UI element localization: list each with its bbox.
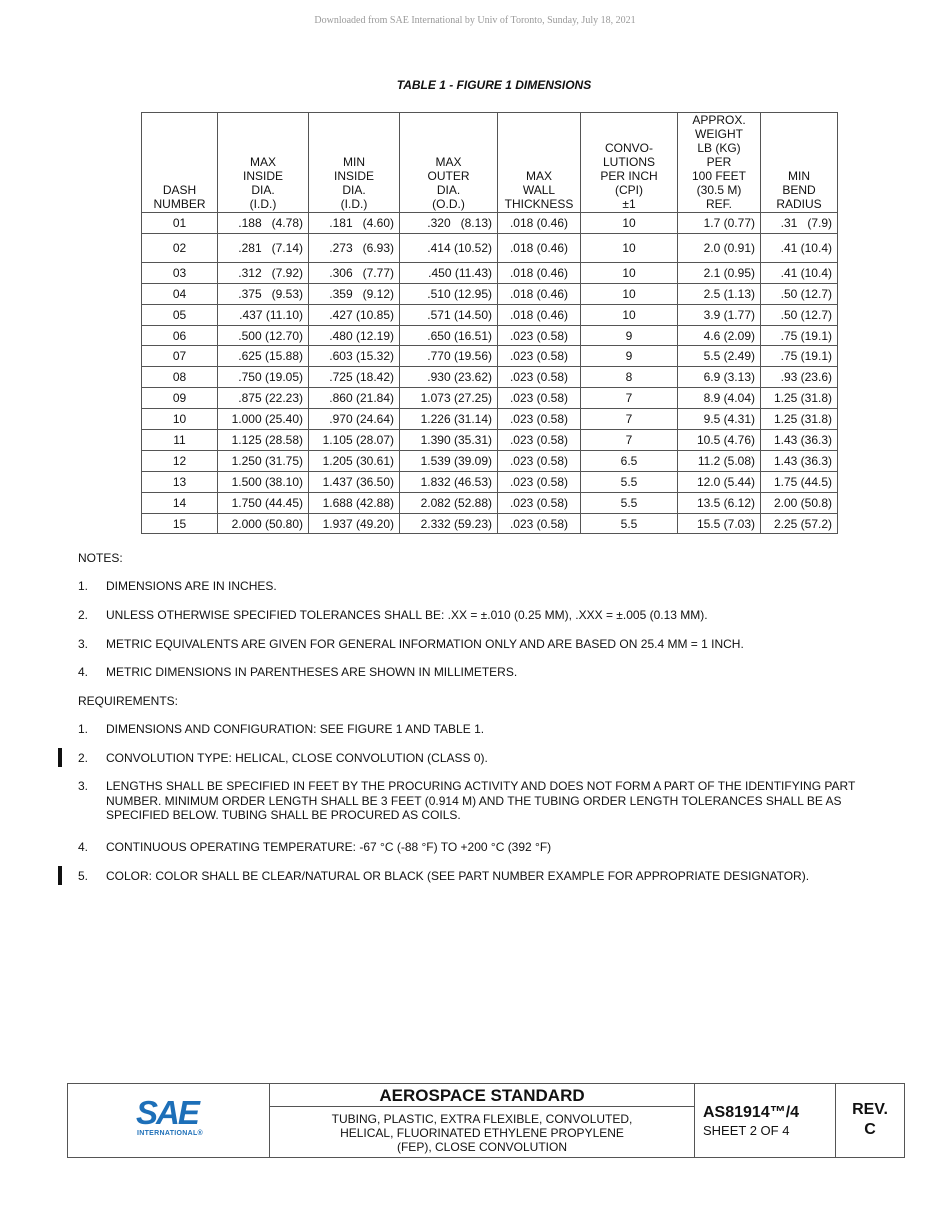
cell-max-wall-thickness: .023 (0.58) xyxy=(498,513,581,534)
cell-min-bend-radius: 1.25 (31.8) xyxy=(761,388,838,409)
cell-max-inside-dia: 1.125 (28.58) xyxy=(218,430,309,451)
cell-cpi: 10 xyxy=(581,283,678,304)
cell-cpi: 5.5 xyxy=(581,471,678,492)
cell-max-wall-thickness: .023 (0.58) xyxy=(498,492,581,513)
cell-dash-number: 07 xyxy=(142,346,218,367)
cell-dash-number: 09 xyxy=(142,388,218,409)
cell-dash-number: 05 xyxy=(142,304,218,325)
cell-approx-weight: 8.9 (4.04) xyxy=(678,388,761,409)
cell-approx-weight: 3.9 (1.77) xyxy=(678,304,761,325)
revision-change-bar xyxy=(58,748,62,767)
cell-dash-number: 08 xyxy=(142,367,218,388)
cell-max-wall-thickness: .018 (0.46) xyxy=(498,304,581,325)
cell-min-bend-radius: .50 (12.7) xyxy=(761,283,838,304)
cell-cpi: 7 xyxy=(581,430,678,451)
cell-min-bend-radius: 2.00 (50.8) xyxy=(761,492,838,513)
cell-approx-weight: 2.5 (1.13) xyxy=(678,283,761,304)
cell-dash-number: 02 xyxy=(142,233,218,262)
cell-min-bend-radius: .41 (10.4) xyxy=(761,233,838,262)
cell-dash-number: 13 xyxy=(142,471,218,492)
sae-logo-subtext: INTERNATIONAL® xyxy=(137,1130,204,1137)
cell-min-inside-dia: .427 (10.85) xyxy=(309,304,400,325)
cell-cpi: 10 xyxy=(581,213,678,234)
cell-max-outer-dia: .571 (14.50) xyxy=(400,304,498,325)
table-row xyxy=(142,233,838,262)
cell-max-outer-dia: 1.832 (46.53) xyxy=(400,471,498,492)
cell-min-bend-radius: .31 (7.9) xyxy=(761,213,838,234)
cell-min-bend-radius: 1.43 (36.3) xyxy=(761,450,838,471)
cell-max-inside-dia: .312 (7.92) xyxy=(218,262,309,283)
cell-min-inside-dia: .860 (21.84) xyxy=(309,388,400,409)
sheet-number: SHEET 2 OF 4 xyxy=(703,1123,790,1138)
cell-max-inside-dia: .281 (7.14) xyxy=(218,233,309,262)
cell-max-inside-dia: .375 (9.53) xyxy=(218,283,309,304)
requirement-text: COLOR: COLOR SHALL BE CLEAR/NATURAL OR BLACK (SEE PART NUMBER EXAMPLE FOR APPROPRIATE DESIGNATOR). xyxy=(106,869,810,883)
cell-max-wall-thickness: .023 (0.58) xyxy=(498,367,581,388)
cell-max-inside-dia: .500 (12.70) xyxy=(218,325,309,346)
cell-min-inside-dia: .181 (4.60) xyxy=(309,213,400,234)
requirement-number: 4. xyxy=(78,840,89,854)
cell-max-outer-dia: 2.082 (52.88) xyxy=(400,492,498,513)
table-row xyxy=(142,492,838,513)
cell-cpi: 7 xyxy=(581,388,678,409)
note-number: 3. xyxy=(78,637,89,651)
cell-max-wall-thickness: .023 (0.58) xyxy=(498,450,581,471)
header-dash-number: DASH NUMBER xyxy=(142,113,218,213)
table-row xyxy=(142,325,838,346)
table-row xyxy=(142,430,838,451)
cell-max-wall-thickness: .023 (0.58) xyxy=(498,471,581,492)
cell-max-outer-dia: .770 (19.56) xyxy=(400,346,498,367)
header-max-outer-dia: MAX OUTER DIA. (O.D.) xyxy=(400,113,498,213)
cell-cpi: 8 xyxy=(581,367,678,388)
cell-max-inside-dia: .875 (22.23) xyxy=(218,388,309,409)
cell-dash-number: 03 xyxy=(142,262,218,283)
cell-dash-number: 06 xyxy=(142,325,218,346)
cell-max-inside-dia: .625 (15.88) xyxy=(218,346,309,367)
cell-min-inside-dia: .359 (9.12) xyxy=(309,283,400,304)
table-row xyxy=(142,367,838,388)
cell-max-wall-thickness: .023 (0.58) xyxy=(498,325,581,346)
note-number: 4. xyxy=(78,665,89,679)
note-text: DIMENSIONS ARE IN INCHES. xyxy=(106,579,277,593)
cell-approx-weight: 12.0 (5.44) xyxy=(678,471,761,492)
cell-max-outer-dia: .930 (23.62) xyxy=(400,367,498,388)
revision-label: REV. C xyxy=(852,1101,888,1138)
cell-cpi: 10 xyxy=(581,304,678,325)
standard-heading: AEROSPACE STANDARD xyxy=(270,1084,694,1107)
requirement-text: LENGTHS SHALL BE SPECIFIED IN FEET BY THE PROCURING ACTIVITY AND DOES NOT FORM A PART OF THE IDENTIFYING PART NUMBER. MINIMUM ORDER LENGTH SHALL BE 3 FEET (0.914 M) AND THE TUBING ORDER LENGTH TOLERANCES SHALL BE AS SPECIFIED BELOW. TUBING SHALL BE PROCURED AS COILS. xyxy=(106,779,856,822)
cell-dash-number: 10 xyxy=(142,409,218,430)
table-title: TABLE 1 - FIGURE 1 DIMENSIONS xyxy=(396,78,592,92)
table-row xyxy=(142,388,838,409)
cell-cpi: 5.5 xyxy=(581,513,678,534)
requirement-number: 5. xyxy=(78,869,89,883)
cell-approx-weight: 9.5 (4.31) xyxy=(678,409,761,430)
cell-min-inside-dia: .306 (7.77) xyxy=(309,262,400,283)
standard-title: TUBING, PLASTIC, EXTRA FLEXIBLE, CONVOLUTED, HELICAL, FLUORINATED ETHYLENE PROPYLENE (FEP), CLOSE CONVOLUTION xyxy=(331,1112,633,1154)
cell-cpi: 9 xyxy=(581,346,678,367)
cell-max-inside-dia: 2.000 (50.80) xyxy=(218,513,309,534)
table-row xyxy=(142,283,838,304)
requirement-number: 2. xyxy=(78,751,89,765)
cell-max-wall-thickness: .023 (0.58) xyxy=(498,409,581,430)
cell-approx-weight: 13.5 (6.12) xyxy=(678,492,761,513)
cell-min-inside-dia: .725 (18.42) xyxy=(309,367,400,388)
table-row xyxy=(142,513,838,534)
cell-approx-weight: 1.7 (0.77) xyxy=(678,213,761,234)
table-row xyxy=(142,262,838,283)
requirement-number: 1. xyxy=(78,722,89,736)
header-min-bend-radius: MIN BEND RADIUS xyxy=(761,113,838,213)
cell-min-bend-radius: 1.25 (31.8) xyxy=(761,409,838,430)
cell-dash-number: 01 xyxy=(142,213,218,234)
cell-cpi: 9 xyxy=(581,325,678,346)
standard-title-cell xyxy=(270,1084,695,1157)
cell-max-outer-dia: 1.073 (27.25) xyxy=(400,388,498,409)
header-max-wall-thickness: MAX WALL THICKNESS xyxy=(498,113,581,213)
cell-max-outer-dia: .650 (16.51) xyxy=(400,325,498,346)
cell-max-wall-thickness: .018 (0.46) xyxy=(498,262,581,283)
cell-approx-weight: 10.5 (4.76) xyxy=(678,430,761,451)
sae-logo xyxy=(136,1096,206,1144)
cell-approx-weight: 2.1 (0.95) xyxy=(678,262,761,283)
cell-min-inside-dia: .970 (24.64) xyxy=(309,409,400,430)
header-convolutions-per-inch: CONVO- LUTIONS PER INCH (CPI) ±1 xyxy=(581,113,678,213)
note-number: 2. xyxy=(78,608,89,622)
cell-min-bend-radius: .75 (19.1) xyxy=(761,325,838,346)
note-text: UNLESS OTHERWISE SPECIFIED TOLERANCES SHALL BE: .XX = ±.010 (0.25 MM), .XXX = ±.005 (0.13 MM). xyxy=(106,608,708,622)
header-max-inside-dia: MAX INSIDE DIA. (I.D.) xyxy=(218,113,309,213)
document-number: AS81914™/4 xyxy=(703,1104,800,1121)
cell-dash-number: 12 xyxy=(142,450,218,471)
cell-min-bend-radius: 1.43 (36.3) xyxy=(761,430,838,451)
cell-cpi: 10 xyxy=(581,262,678,283)
cell-min-inside-dia: .273 (6.93) xyxy=(309,233,400,262)
cell-min-inside-dia: 1.205 (30.61) xyxy=(309,450,400,471)
cell-max-outer-dia: .320 (8.13) xyxy=(400,213,498,234)
cell-max-wall-thickness: .018 (0.46) xyxy=(498,233,581,262)
cell-max-outer-dia: 1.539 (39.09) xyxy=(400,450,498,471)
table-row xyxy=(142,304,838,325)
cell-dash-number: 11 xyxy=(142,430,218,451)
cell-approx-weight: 5.5 (2.49) xyxy=(678,346,761,367)
cell-approx-weight: 2.0 (0.91) xyxy=(678,233,761,262)
cell-max-outer-dia: 1.226 (31.14) xyxy=(400,409,498,430)
table-row xyxy=(142,409,838,430)
table-row xyxy=(142,450,838,471)
cell-max-inside-dia: 1.000 (25.40) xyxy=(218,409,309,430)
cell-max-outer-dia: .510 (12.95) xyxy=(400,283,498,304)
cell-max-outer-dia: 1.390 (35.31) xyxy=(400,430,498,451)
cell-cpi: 10 xyxy=(581,233,678,262)
cell-max-inside-dia: 1.250 (31.75) xyxy=(218,450,309,471)
document-number-cell xyxy=(695,1084,836,1157)
table-header-row xyxy=(142,113,838,213)
cell-approx-weight: 11.2 (5.08) xyxy=(678,450,761,471)
note-text: METRIC DIMENSIONS IN PARENTHESES ARE SHOWN IN MILLIMETERS. xyxy=(106,665,518,679)
cell-max-inside-dia: .188 (4.78) xyxy=(218,213,309,234)
cell-min-inside-dia: .480 (12.19) xyxy=(309,325,400,346)
cell-dash-number: 15 xyxy=(142,513,218,534)
cell-min-bend-radius: .41 (10.4) xyxy=(761,262,838,283)
cell-cpi: 6.5 xyxy=(581,450,678,471)
revision-change-bar xyxy=(58,866,62,885)
cell-approx-weight: 4.6 (2.09) xyxy=(678,325,761,346)
sae-logo-mark: SAE xyxy=(136,1094,198,1131)
cell-approx-weight: 6.9 (3.13) xyxy=(678,367,761,388)
notes-heading: NOTES: xyxy=(78,551,123,565)
header-approx-weight: APPROX. WEIGHT LB (KG) PER 100 FEET (30.5 M) REF. xyxy=(678,113,761,213)
cell-max-inside-dia: 1.500 (38.10) xyxy=(218,471,309,492)
cell-max-inside-dia: 1.750 (44.45) xyxy=(218,492,309,513)
cell-max-wall-thickness: .023 (0.58) xyxy=(498,430,581,451)
cell-max-outer-dia: .450 (11.43) xyxy=(400,262,498,283)
note-number: 1. xyxy=(78,579,89,593)
table-row xyxy=(142,346,838,367)
table-row xyxy=(142,213,838,234)
cell-max-inside-dia: .750 (19.05) xyxy=(218,367,309,388)
cell-max-wall-thickness: .018 (0.46) xyxy=(498,283,581,304)
requirements-heading: REQUIREMENTS: xyxy=(78,694,179,708)
cell-min-bend-radius: .75 (19.1) xyxy=(761,346,838,367)
requirement-text: DIMENSIONS AND CONFIGURATION: SEE FIGURE 1 AND TABLE 1. xyxy=(106,722,485,736)
cell-min-bend-radius: 1.75 (44.5) xyxy=(761,471,838,492)
cell-min-inside-dia: 1.105 (28.07) xyxy=(309,430,400,451)
cell-min-inside-dia: 1.688 (42.88) xyxy=(309,492,400,513)
revision-cell xyxy=(836,1084,904,1157)
table-row xyxy=(142,471,838,492)
cell-cpi: 5.5 xyxy=(581,492,678,513)
cell-min-inside-dia: 1.937 (49.20) xyxy=(309,513,400,534)
cell-dash-number: 14 xyxy=(142,492,218,513)
cell-cpi: 7 xyxy=(581,409,678,430)
title-block xyxy=(67,1083,905,1158)
cell-min-inside-dia: .603 (15.32) xyxy=(309,346,400,367)
cell-max-wall-thickness: .023 (0.58) xyxy=(498,388,581,409)
note-text: METRIC EQUIVALENTS ARE GIVEN FOR GENERAL INFORMATION ONLY AND ARE BASED ON 25.4 MM = 1 INCH. xyxy=(106,637,744,651)
download-watermark: Downloaded from SAE International by Univ of Toronto, Sunday, July 18, 2021 xyxy=(314,15,636,26)
cell-min-bend-radius: .50 (12.7) xyxy=(761,304,838,325)
cell-max-wall-thickness: .018 (0.46) xyxy=(498,213,581,234)
cell-max-wall-thickness: .023 (0.58) xyxy=(498,346,581,367)
cell-approx-weight: 15.5 (7.03) xyxy=(678,513,761,534)
cell-min-bend-radius: 2.25 (57.2) xyxy=(761,513,838,534)
dimensions-table xyxy=(141,112,838,534)
logo-cell xyxy=(68,1084,270,1157)
header-min-inside-dia: MIN INSIDE DIA. (I.D.) xyxy=(309,113,400,213)
cell-min-inside-dia: 1.437 (36.50) xyxy=(309,471,400,492)
requirement-text: CONVOLUTION TYPE: HELICAL, CLOSE CONVOLUTION (CLASS 0). xyxy=(106,751,488,765)
cell-dash-number: 04 xyxy=(142,283,218,304)
requirement-number: 3. xyxy=(78,779,89,793)
cell-max-outer-dia: 2.332 (59.23) xyxy=(400,513,498,534)
cell-max-outer-dia: .414 (10.52) xyxy=(400,233,498,262)
cell-min-bend-radius: .93 (23.6) xyxy=(761,367,838,388)
requirement-text: CONTINUOUS OPERATING TEMPERATURE: -67 °C (-88 °F) TO +200 °C (392 °F) xyxy=(106,840,552,854)
cell-max-inside-dia: .437 (11.10) xyxy=(218,304,309,325)
